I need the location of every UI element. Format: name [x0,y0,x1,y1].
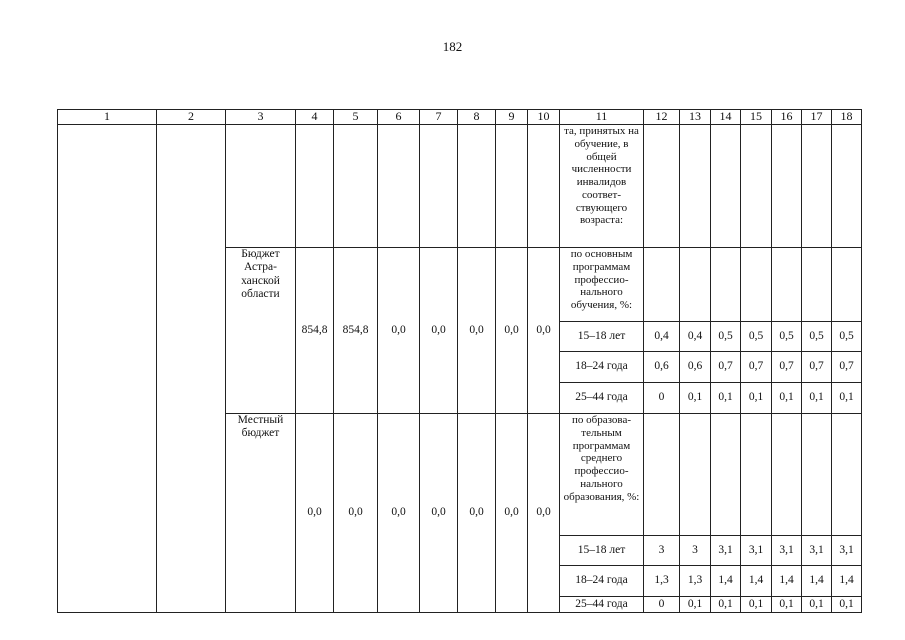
value-cell: 0,0 [420,414,458,613]
empty-cell [832,248,862,322]
column-number: 4 [296,110,334,125]
value-cell: 1,3 [644,566,680,597]
value-cell: 0 [644,383,680,414]
value-cell: 3,1 [741,536,772,566]
value-cell: 0,0 [528,248,560,414]
value-cell: 0,4 [644,322,680,352]
page-number: 182 [442,39,463,54]
value-cell: 0,1 [711,597,741,613]
value-cell: 0 [644,597,680,613]
empty-cell [711,248,741,322]
value-cell: 0,7 [772,352,802,383]
value-cell: 0,1 [772,383,802,414]
value-cell: 0,7 [711,352,741,383]
empty-cell [711,414,741,536]
empty-cell [772,125,802,248]
empty-cell [680,414,711,536]
value-cell: 1,3 [680,566,711,597]
value-cell: 0,0 [378,414,420,613]
value-cell: 0,5 [832,322,862,352]
value-cell: 0,0 [296,414,334,613]
value-cell: 0,0 [496,414,528,613]
age-group-label: 15–18 лет [560,536,644,566]
empty-cell [741,125,772,248]
empty-cell [802,248,832,322]
age-group-label: 25–44 года [560,383,644,414]
indicator-intro-text: та, принятых на обучение, в общей численности инвалидов соответ-ствующего возраста: [560,125,644,248]
budget-indicators-table [57,109,862,613]
value-cell: 0,1 [772,597,802,613]
value-cell: 3,1 [802,536,832,566]
column-number: 3 [226,110,296,125]
empty-cell-col2 [157,125,226,613]
value-cell: 0,0 [528,414,560,613]
empty-cell-col1 [58,125,157,613]
column-number: 5 [334,110,378,125]
empty-cell [772,248,802,322]
column-number: 7 [420,110,458,125]
empty-cell [832,414,862,536]
empty-cell [296,125,334,248]
value-cell: 854,8 [334,248,378,414]
empty-cell [644,248,680,322]
column-number: 8 [458,110,496,125]
empty-cell [680,248,711,322]
table-row [58,125,862,248]
value-cell: 3 [644,536,680,566]
value-cell: 1,4 [772,566,802,597]
value-cell: 0,1 [802,597,832,613]
column-number: 10 [528,110,560,125]
empty-cell [334,125,378,248]
empty-cell [741,414,772,536]
empty-cell [378,125,420,248]
column-number: 1 [58,110,157,125]
value-cell: 1,4 [741,566,772,597]
value-cell: 0,0 [420,248,458,414]
empty-cell [458,125,496,248]
value-cell: 0,5 [802,322,832,352]
column-number: 13 [680,110,711,125]
value-cell: 0,0 [458,414,496,613]
column-number: 2 [157,110,226,125]
funding-source: Местный бюджет [226,414,296,613]
column-number: 16 [772,110,802,125]
value-cell: 0,5 [711,322,741,352]
value-cell: 0,4 [680,322,711,352]
age-group-label: 18–24 года [560,566,644,597]
empty-cell [711,125,741,248]
value-cell: 854,8 [296,248,334,414]
value-cell: 0,7 [802,352,832,383]
column-number: 6 [378,110,420,125]
value-cell: 0,1 [832,597,862,613]
column-number: 17 [802,110,832,125]
column-number: 11 [560,110,644,125]
age-group-label: 18–24 года [560,352,644,383]
column-number: 9 [496,110,528,125]
empty-cell [644,125,680,248]
value-cell: 0,0 [458,248,496,414]
empty-cell [741,248,772,322]
value-cell: 1,4 [711,566,741,597]
value-cell: 0,0 [496,248,528,414]
value-cell: 0,1 [741,597,772,613]
value-cell: 0,1 [741,383,772,414]
column-number-row [58,110,862,125]
value-cell: 0,5 [772,322,802,352]
value-cell: 1,4 [832,566,862,597]
column-number: 14 [711,110,741,125]
value-cell: 0,1 [680,383,711,414]
column-number: 15 [741,110,772,125]
value-cell: 0,1 [680,597,711,613]
empty-cell [802,414,832,536]
value-cell: 0,0 [334,414,378,613]
column-number: 12 [644,110,680,125]
value-cell: 3 [680,536,711,566]
age-group-label: 15–18 лет [560,322,644,352]
value-cell: 0,1 [711,383,741,414]
empty-cell [420,125,458,248]
value-cell: 0,6 [644,352,680,383]
empty-cell [496,125,528,248]
empty-cell [802,125,832,248]
empty-cell [772,414,802,536]
funding-source: Бюджет Астра-ханской области [226,248,296,414]
empty-cell [832,125,862,248]
value-cell: 0,7 [832,352,862,383]
empty-cell [226,125,296,248]
value-cell: 0,7 [741,352,772,383]
value-cell: 1,4 [802,566,832,597]
program-label: по основным программам профессио-нального обучения, %: [560,248,644,322]
value-cell: 3,1 [711,536,741,566]
program-label: по образова-тельным программам среднего профессио-нального образования, %: [560,414,644,536]
value-cell: 0,1 [832,383,862,414]
value-cell: 0,5 [741,322,772,352]
value-cell: 3,1 [832,536,862,566]
column-number: 18 [832,110,862,125]
empty-cell [644,414,680,536]
age-group-label: 25–44 года [560,597,644,613]
empty-cell [528,125,560,248]
value-cell: 0,1 [802,383,832,414]
value-cell: 0,0 [378,248,420,414]
value-cell: 3,1 [772,536,802,566]
value-cell: 0,6 [680,352,711,383]
empty-cell [680,125,711,248]
